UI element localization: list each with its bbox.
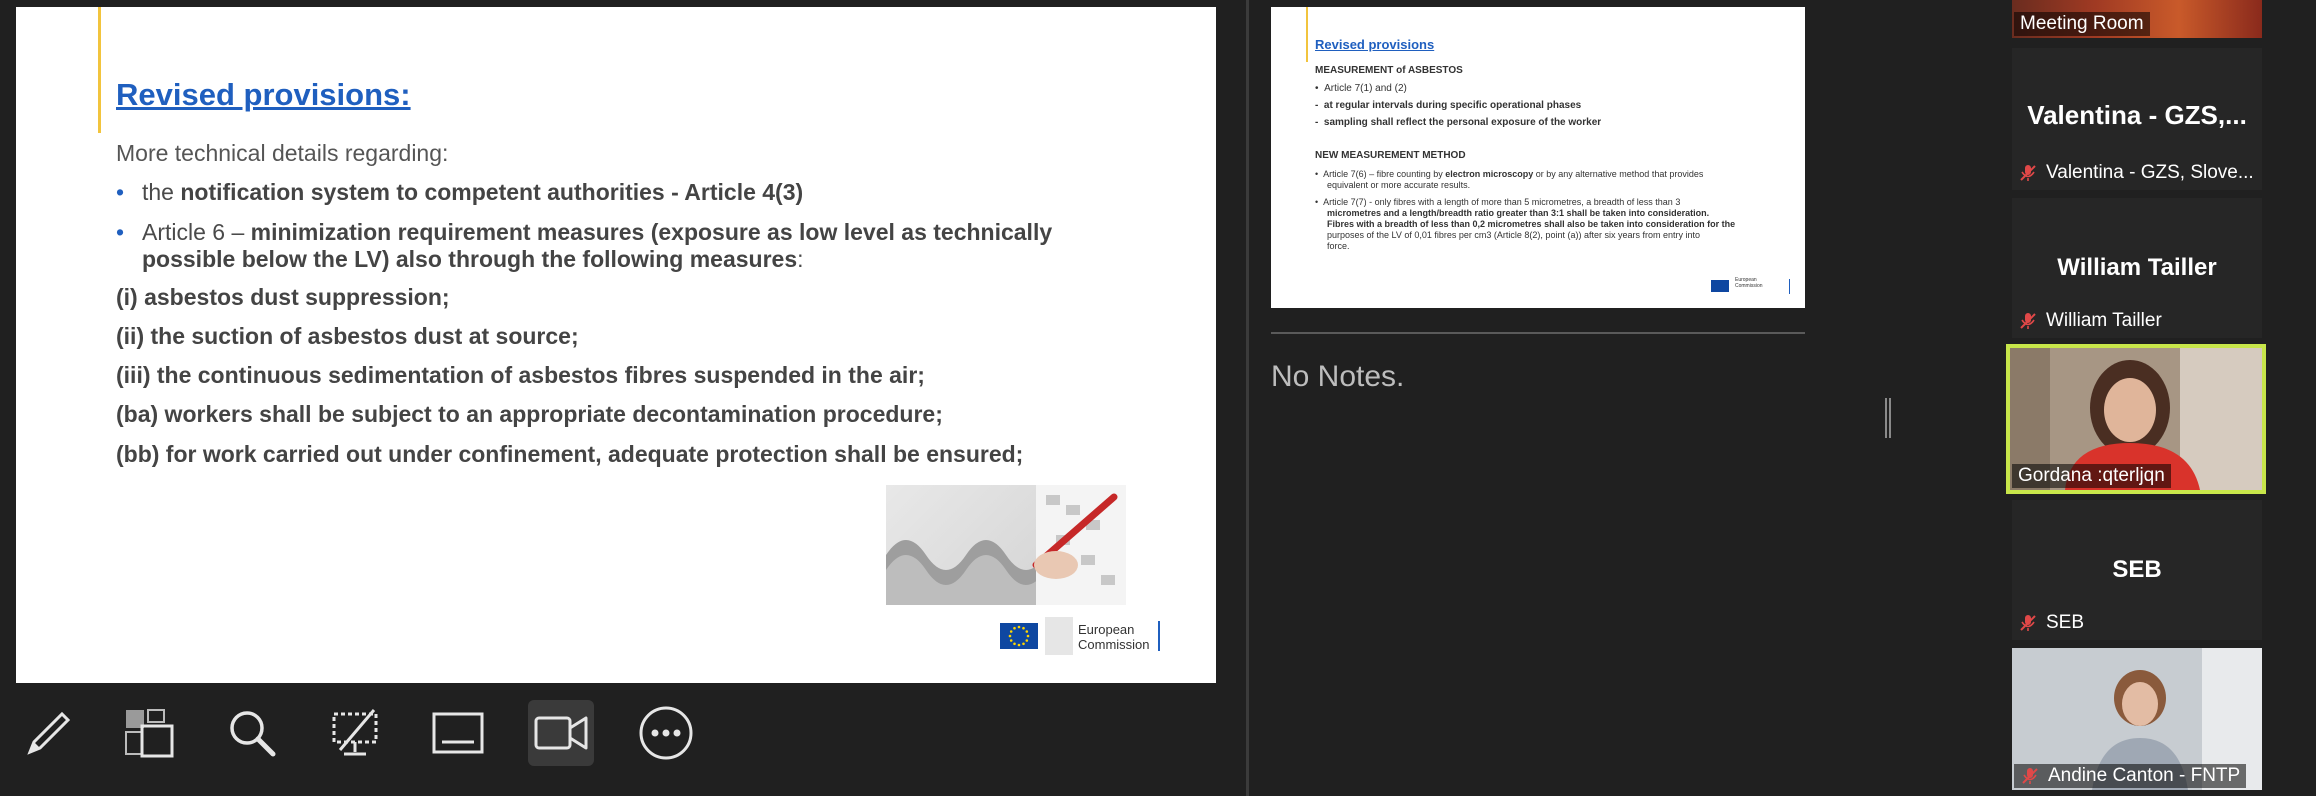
next-slide-bullet: - sampling shall reflect the personal exposure of the worker xyxy=(1315,117,1602,128)
panel-resize-handle[interactable] xyxy=(1885,398,1891,438)
european-commission-logo xyxy=(1000,617,1180,657)
participant-display-name: Valentina - GZS,... xyxy=(2027,100,2247,130)
pen-icon xyxy=(20,704,78,762)
participant-tile[interactable] xyxy=(2012,0,2262,38)
ec-building-icon xyxy=(1045,617,1073,655)
next-slide-paragraph: • Article 7(6) – fibre counting by electron microscopy or by any alternative method that provides xyxy=(1315,169,1704,179)
european-commission-logo xyxy=(1711,277,1791,297)
pen-tool-button[interactable] xyxy=(16,700,82,766)
bullet-dot: • xyxy=(116,179,125,205)
slide-intro: More technical details regarding: xyxy=(116,140,449,166)
participant-label: Gordana :qterljqn xyxy=(2012,464,2171,488)
next-slide-heading: MEASUREMENT of ASBESTOS xyxy=(1315,65,1463,76)
slide-measure-line: (ii) the suction of asbestos dust at source; xyxy=(116,323,579,349)
camera-toggle-button[interactable] xyxy=(528,700,594,766)
next-slide-paragraph: Fibres with a breadth of less than 0,2 micrometres shall also be taken into consideration for the xyxy=(1327,219,1736,229)
pointer-options-button[interactable] xyxy=(322,700,388,766)
mic-muted-icon xyxy=(2018,311,2038,331)
next-slide-paragraph: force. xyxy=(1327,241,1350,251)
mic-muted-icon xyxy=(2018,163,2038,183)
bullet-dot: • xyxy=(116,219,125,245)
slide-measure-line: (iii) the continuous sedimentation of asbestos fibres suspended in the air; xyxy=(116,362,925,388)
participant-tile-active-speaker[interactable] xyxy=(2006,344,2266,494)
ec-logo-bar xyxy=(1789,279,1790,294)
slide-bullet-2-cont: possible below the LV) also through the following measures: xyxy=(142,246,804,272)
slide-measure-line: (bb) for work carried out under confinement, adequate protection shall be ensured; xyxy=(116,441,1024,467)
slide-accent-line xyxy=(1306,7,1308,62)
current-slide xyxy=(16,7,1216,683)
ec-logo-bar xyxy=(1158,621,1160,651)
next-slide-bullet: • Article 7(1) and (2) xyxy=(1315,83,1407,94)
participant-label: SEB xyxy=(2018,612,2084,634)
participant-label: Meeting Room xyxy=(2014,12,2150,36)
notes-separator xyxy=(1271,332,1805,334)
mic-muted-icon xyxy=(2018,613,2038,633)
more-options-button[interactable] xyxy=(633,700,699,766)
next-slide-paragraph: micrometres and a length/breadth ratio greater than 3:1 shall be taken into consideration. xyxy=(1327,208,1710,218)
slide-bullet-2: • Article 6 – minimization requirement measures (exposure as low level as technically xyxy=(116,219,1053,245)
slide-accent-line xyxy=(98,7,101,133)
participant-display-name: SEB xyxy=(2112,556,2162,583)
pointer-screen-icon xyxy=(326,704,384,762)
slide-title: Revised provisions: xyxy=(116,77,411,112)
slide-bullet-1: • the notification system to competent authorities - Article 4(3) xyxy=(116,179,804,205)
eu-flag-icon xyxy=(1711,280,1729,292)
ec-logo-text: European Commission xyxy=(1735,277,1763,289)
slides-overview-icon xyxy=(120,704,178,762)
participant-tile[interactable] xyxy=(2012,48,2262,190)
participant-label: William Tailler xyxy=(2018,310,2162,332)
camera-icon xyxy=(532,704,590,762)
participant-display-name: William Tailler xyxy=(2057,254,2217,281)
mic-muted-icon xyxy=(2020,766,2040,786)
slide-measure-line: (i) asbestos dust suppression; xyxy=(116,284,450,310)
participant-tile[interactable] xyxy=(2012,648,2262,790)
next-slide-paragraph: purposes of the LV of 0,01 fibres per cm3 (Article 8(2), point (a)) after six years from entry into xyxy=(1327,230,1700,240)
slide-photo-asbestos xyxy=(886,485,1126,605)
zoom-button[interactable] xyxy=(219,700,285,766)
slide-measure-line: (ba) workers shall be subject to an appropriate decontamination procedure; xyxy=(116,401,943,427)
ec-logo-text: European Commission xyxy=(1078,622,1150,652)
subtitles-button[interactable] xyxy=(425,700,491,766)
subtitles-icon xyxy=(429,704,487,762)
next-slide-title: Revised provisions xyxy=(1315,37,1435,52)
next-slide-preview[interactable] xyxy=(1271,7,1805,308)
see-all-slides-button[interactable] xyxy=(116,700,182,766)
zoom-icon xyxy=(223,704,281,762)
eu-flag-icon xyxy=(1000,623,1038,649)
next-slide-bullet: - at regular intervals during specific operational phases xyxy=(1315,100,1582,111)
speaker-notes: No Notes. xyxy=(1271,360,1405,393)
next-slide-paragraph: • Article 7(7) - only fibres with a length of more than 5 micrometres, a breadth of less than 3 xyxy=(1315,197,1681,207)
participant-label: Valentina - GZS, Slove... xyxy=(2018,162,2254,184)
next-slide-heading: NEW MEASUREMENT METHOD xyxy=(1315,150,1466,161)
participant-tile[interactable] xyxy=(2012,500,2262,640)
next-slide-paragraph: equivalent or more accurate results. xyxy=(1327,180,1471,190)
panel-divider[interactable] xyxy=(1246,0,1249,796)
more-icon xyxy=(637,704,695,762)
participant-label: Andine Canton - FNTP xyxy=(2014,764,2246,788)
participant-tile[interactable] xyxy=(2012,198,2262,338)
